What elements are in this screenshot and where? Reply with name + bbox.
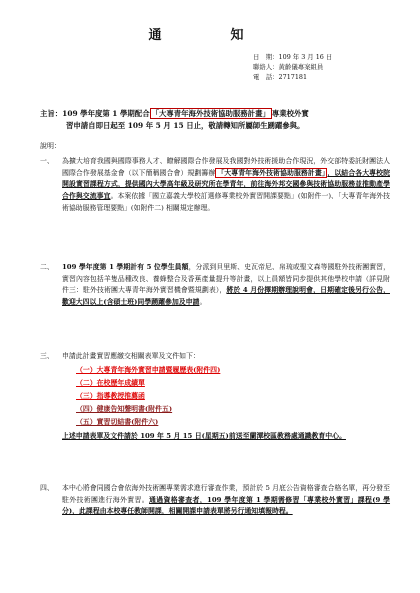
section-2-text-4: 將於 4 月份擇期辦理說明會，日期確定後另行公告，歡迎大四以上(含碩士班)同學踴躍參加及申請 [62,286,390,307]
section-2-text-3: （詳見附件三：駐外技術團大專青年海外實習機會暨規劃表）， [62,274,391,295]
section-2 [40,262,390,309]
section-3-intro: 申請此計畫實習應繳交相關表單及文件如下： [62,352,200,360]
section-1-program: 「大專青年海外技術協助服務計畫」 [217,168,326,177]
notice-phone: 電 話：2717181 [253,73,308,81]
section-1-text-3: ，以結合各大專校院開設實習課程方式，提供國內大學高年級及研究所在學青年，前往海外邦交國參與技術協助服務並推動產學合作與交流事宜 [62,168,390,201]
section-3-number: 三、 [40,352,54,360]
section-3-closing: 上述申請表單及文件請於 109 年 5 月 15 日(星期五)前送至蘭潭校區教務處通識教育中心。 [62,431,346,440]
notice-contact: 聯絡人：黃齡儀專案組員 [253,63,324,71]
section-2-number: 二、 [40,263,54,271]
subject-prefix: 主旨：109 學年度第 1 學期配合 [40,109,150,118]
section-2-text-1: 109 學年度第 1 學期計有 5 位學生員額 [62,263,189,271]
list-item: （二）在校歷年成績單 [76,378,145,387]
list-item: （四）健康告知聲明書(附件五) [76,404,173,413]
section-4-number: 四、 [40,484,54,492]
section-1-number: 一、 [40,157,54,165]
explain-label: 說明： [40,142,61,150]
subject-suffix: 專業校外實 [271,109,309,118]
section-2-text-5: 。 [199,298,207,307]
section-1 [40,156,390,215]
document-list [76,364,390,429]
section-2-text-2: ，分派到貝里斯、史瓦帝尼、帛琉或聖文森等國駐外技術團實習，實習內容包括羊隻品種改良、養蜂整合及香蕉產量提升等計畫，以上員額皆同步提供其他學校申請 [62,263,391,283]
section-4 [40,483,390,518]
notice-date: 日 期：109 年 3 月 16 日 [253,53,333,61]
notice-meta [253,52,332,82]
section-3 [40,351,390,442]
subject-program: 「大專青年海外技術協助服務計畫」 [151,109,270,118]
section-1-text-4: 。本案依據「國立嘉義大學校訂選修專業校外實習開課要點」(如附件一)、「大專青年海外技術協助服務管理要點」(如附件二) 相關規定辦理。 [62,192,390,212]
list-item: （一）大專青年海外實習申請暨履歷表(附件四) [76,365,221,374]
subject [40,108,392,132]
list-item: （五）實習切結書(附件六) [76,417,159,426]
subject-line2: 習申請自即日起至 109 年 5 月 15 日止，敬請轉知所屬師生踴躍參與。 [66,121,305,130]
section-1-text-1: 為擴大培育我國與國際事務人才、瞭解國際合作發展及我國對外技術援助合作現況，外交部特委託財團法人國際合作發展基金會（以下簡稱國合會）規劃籌辦 [62,157,390,177]
list-item: （三）指導教授推薦函 [76,391,145,400]
section-4-text-1: 本中心將會同國合會依海外技術團專業需求進行審查作業，預計於 5 月底公告資格審查合格名單，再分發至駐外技術團進行海外實習。 [62,484,390,504]
section-4-text-2: 通過資格審查者，109 學年度第 1 學期需修習「專業校外實習」課程(9 學分)，此課程由本校專任教師開課，相關開課申請表單將另行通知填報時程。 [62,495,391,516]
page-title: 通 知 [148,28,272,43]
